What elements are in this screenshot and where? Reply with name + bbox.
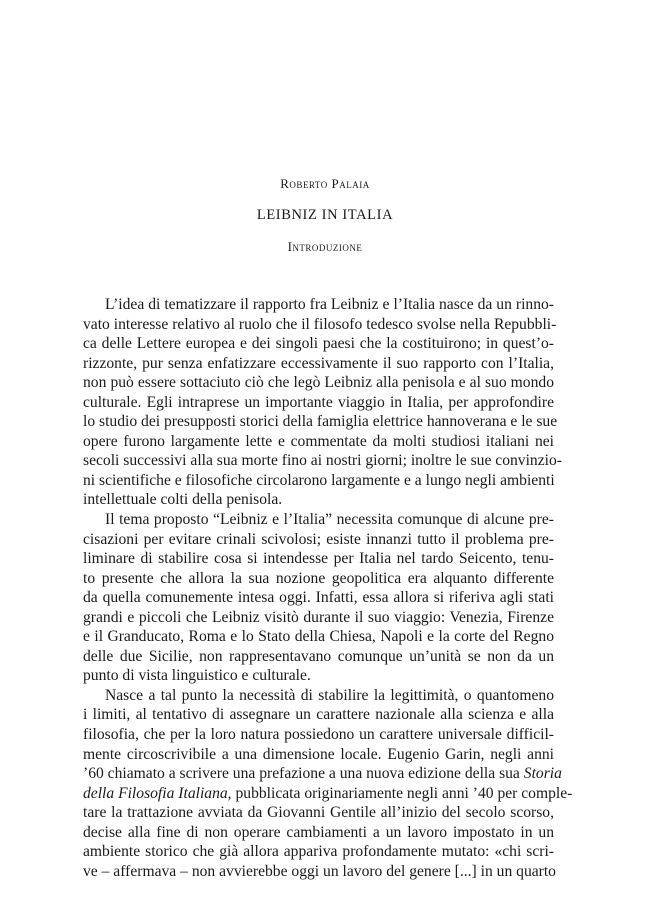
text-fragment: ’60 chiamato a scrivere una prefazione a una nuova edizione della sua	[83, 765, 524, 783]
book-title: Storia	[523, 765, 562, 783]
text-line: ve – affermava – non avvierebbe oggi un lavoro del genere [...] in un quarto	[83, 862, 556, 880]
text-line: ni scientifiche e filosofiche circolarono largamente e a lungo negli ambienti	[83, 471, 555, 489]
text-line: culturale. Egli intraprese un importante viaggio in Italia, per approfondire	[83, 393, 554, 411]
book-title: della Filosofia Italiana	[83, 784, 228, 802]
text-line: non può essere sottaciuto ciò che legò Leibniz alla penisola e al suo mondo	[83, 374, 554, 392]
text-line	[83, 764, 562, 784]
text-line: tare la trattazione avviata da Giovanni Gentile all’inizio del secolo scorso,	[83, 804, 554, 822]
text-line: mente circoscrivibile a una dimensione locale. Eugenio Garin, negli anni	[83, 745, 554, 763]
text-line: i limiti, al tentativo di assegnare un carattere nazionale alla scienza e alla	[83, 706, 554, 724]
text-fragment: , pubblicata originariamente negli anni ’40 per comple-	[227, 784, 573, 802]
text-line: opere furono largamente lette e commentate da molti studiosi italiani nei	[83, 432, 554, 450]
section-heading: Introduzione	[287, 239, 363, 254]
text-line: to presente che allora la sua nozione geopolitica era alquanto differente	[83, 569, 554, 587]
text-line: ambiente storico che già allora appariva profondamente mutato: «chi scri-	[83, 843, 554, 861]
text-line: punto di vista linguistico e culturale.	[83, 667, 311, 685]
text-line: vato interesse relativo al ruolo che il filosofo tedesco svolse nella Repubbli-	[83, 315, 557, 333]
text-line: secoli successivi alla sua morte fino ai nostri giorni; inoltre le sue convinzio-	[83, 452, 562, 470]
text-line: liminare di stabilire cosa si intendesse per Italia nel tardo Seicento, tenu-	[83, 550, 554, 568]
text-line: cisazioni per evitare crinali scivolosi; esiste innanzi tutto il problema pre-	[83, 530, 554, 548]
text-line: rizzonte, pur senza enfatizzare eccessivamente il suo rapporto con l’Italia,	[83, 354, 554, 372]
text-line: e il Granducato, Roma e lo Stato della Chiesa, Napoli e la corte del Regno	[83, 628, 554, 646]
article-title: LEIBNIZ IN ITALIA	[256, 207, 394, 223]
text-line: Nasce a tal punto la necessità di stabilire la legittimità, o quantomeno	[105, 686, 554, 704]
paragraph	[83, 295, 562, 510]
text-line: filosofia, che per la loro natura possiedono un carattere universale difficil-	[83, 726, 554, 744]
body-text	[83, 295, 573, 881]
text-line	[83, 784, 573, 804]
author-name: Roberto Palaia	[280, 176, 370, 191]
paragraph	[83, 686, 573, 881]
text-line: intellettuale colti della penisola.	[83, 491, 283, 509]
text-line: Il tema proposto “Leibniz e l’Italia” necessita comunque di alcune pre-	[105, 511, 554, 529]
text-line: delle due Sicilie, non rappresentavano comunque un’unità se non da un	[83, 647, 554, 665]
text-line: lo studio dei presupposti storici della famiglia elettrice hannoverana e le sue	[83, 413, 558, 431]
text-line: ca delle Lettere europea e dei singoli paesi che la costituirono; in quest’o-	[83, 335, 554, 353]
text-line: grandi e piccoli che Leibniz visitò durante il suo viaggio: Venezia, Firenze	[83, 608, 554, 626]
text-line: decise alla fine di non operare cambiamenti a un lavoro impostato in un	[83, 823, 554, 841]
text-line: L’idea di tematizzare il rapporto fra Leibniz e l’Italia nasce da un rinno-	[105, 296, 554, 313]
paragraph	[83, 510, 554, 686]
text-line: da quella comunemente intesa oggi. Infatti, essa allora si riferiva agli stati	[83, 589, 554, 607]
